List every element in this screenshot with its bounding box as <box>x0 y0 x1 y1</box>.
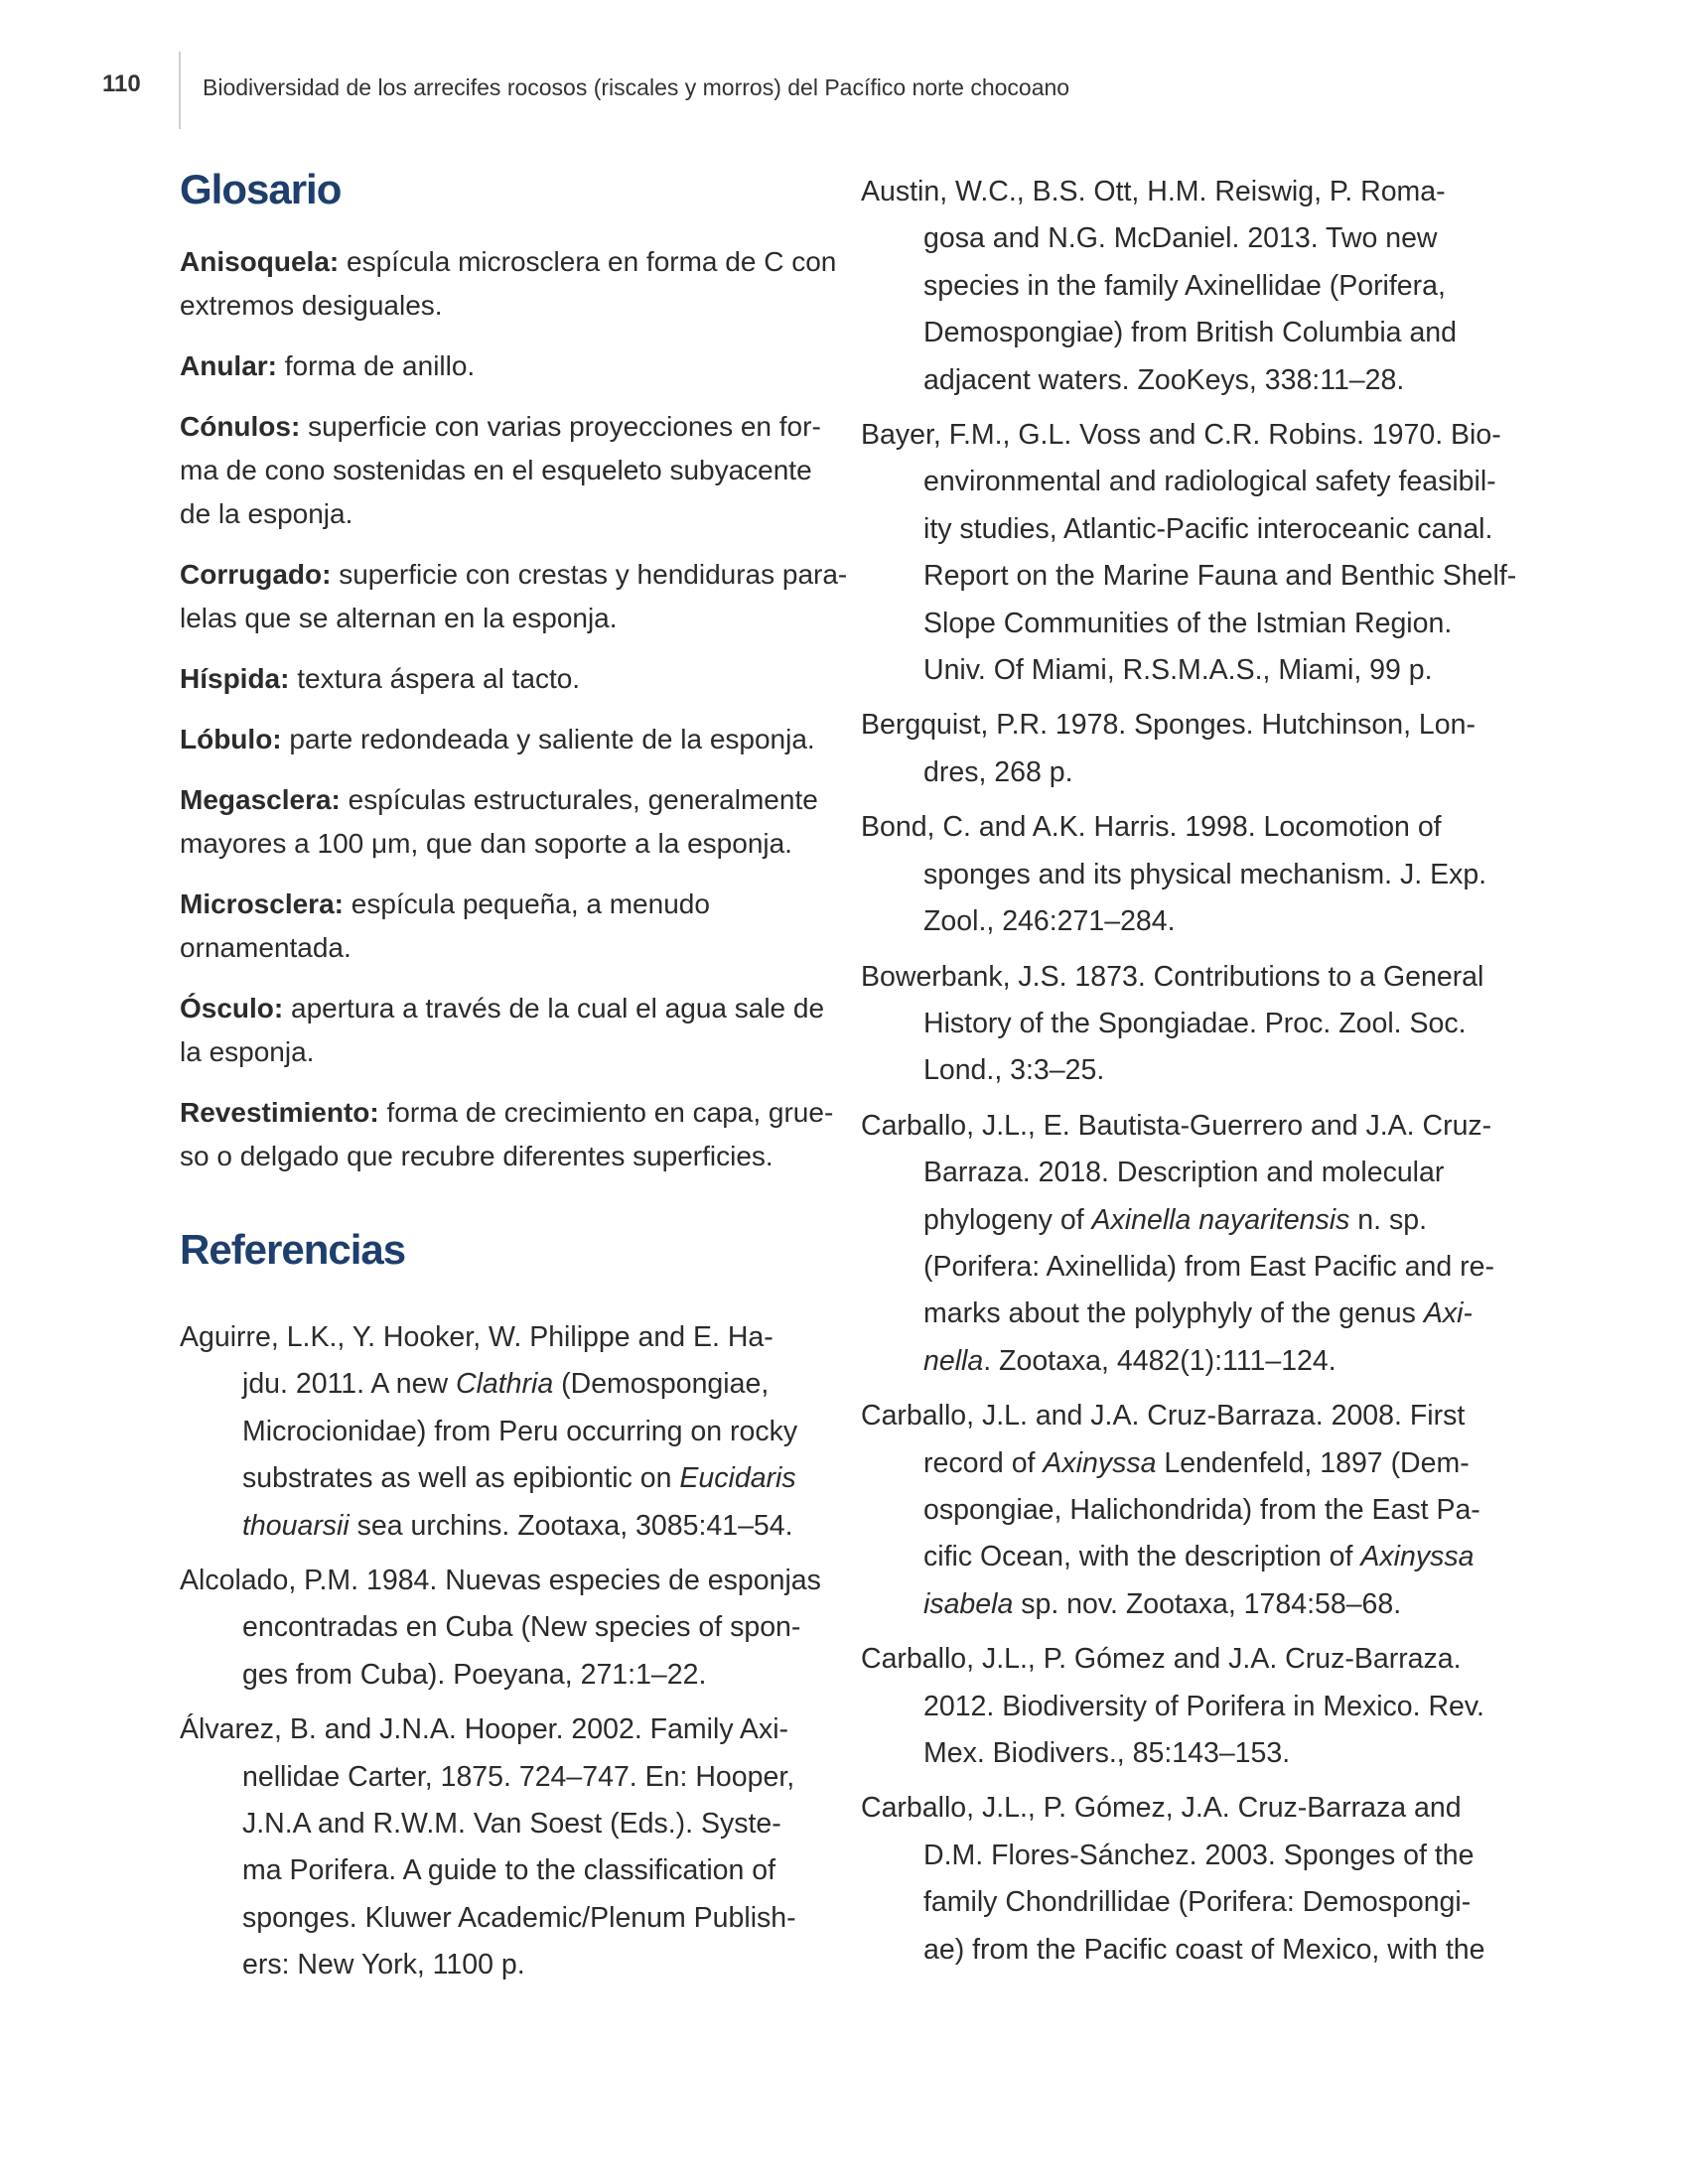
reference-line <box>861 1927 1504 1974</box>
glossary-entry <box>180 240 837 328</box>
reference-text: adjacent waters. ZooKeys, 338:11–28. <box>923 363 1405 396</box>
glossary-definition: espícula microsclera en forma de C con <box>339 246 837 277</box>
glossary-entry <box>180 718 823 761</box>
reference-text: Carballo, J.L. and J.A. Cruz-Barraza. 2008. First <box>861 1400 1466 1433</box>
reference-text: Bayer, F.M., G.L. Voss and C.R. Robins. 1970. Bio- <box>861 419 1501 452</box>
reference-line <box>180 1801 823 1847</box>
reference-text: Aguirre, L.K., Y. Hooker, W. Philippe and E. Ha- <box>180 1321 774 1353</box>
reference-text: jdu. 2011. A new <box>242 1368 456 1401</box>
glossary-entry <box>180 883 823 970</box>
reference-line <box>180 1409 823 1455</box>
glossary-entry <box>180 987 823 1074</box>
reference-line <box>180 1558 823 1604</box>
references-list-right <box>861 169 1517 1974</box>
glossary-definition: espículas estructurales, generalmente <box>340 784 818 815</box>
reference-text: Alcolado, P.M. 1984. Nuevas especies de esponjas <box>180 1565 821 1597</box>
reference-line <box>180 1706 823 1753</box>
glossary-definition: lelas que se alternan en la esponja. <box>180 603 618 633</box>
italic-taxon: isabela <box>923 1587 1014 1620</box>
italic-taxon: thouarsii <box>242 1509 350 1542</box>
reference-text: ospongiae, Halichondrida) from the East Pa- <box>923 1493 1480 1526</box>
reference-line <box>861 1581 1504 1628</box>
italic-taxon: Axinella nayaritensis <box>1091 1203 1350 1236</box>
reference-entry <box>180 1558 823 1699</box>
reference-line <box>861 1879 1504 1926</box>
reference-line <box>180 1503 823 1550</box>
reference-line <box>861 1487 1504 1534</box>
reference-text: 2012. Biodiversity of Porifera in Mexico. Rev. <box>923 1690 1484 1722</box>
glossary-definition: parte redondeada y saliente de la esponja. <box>281 724 815 754</box>
reference-text: (Demospongiae, <box>553 1368 770 1401</box>
glossary-term: Ósculo: <box>180 993 284 1024</box>
reference-line <box>861 357 1504 404</box>
glossary-definition: superficie con varias proyecciones en for- <box>300 411 821 442</box>
reference-line <box>861 852 1504 898</box>
reference-line <box>861 601 1504 647</box>
glossary-term: Revestimiento: <box>180 1097 379 1128</box>
reference-text: Austin, W.C., B.S. Ott, H.M. Reiswig, P. Roma- <box>861 176 1446 207</box>
reference-line <box>861 647 1504 694</box>
italic-taxon: Axi- <box>1423 1297 1473 1330</box>
reference-entry <box>861 169 1504 404</box>
reference-text: Lendenfeld, 1897 (Dem- <box>1156 1446 1470 1479</box>
italic-taxon: Eucidaris <box>679 1462 796 1495</box>
reference-text: encontradas en Cuba (New species of spon- <box>242 1611 801 1644</box>
reference-text: gosa and N.G. McDaniel. 2013. Two new <box>923 222 1438 255</box>
glossary-term: Megasclera: <box>180 784 341 815</box>
glossary-definition: forma de anillo. <box>277 350 476 381</box>
reference-line <box>861 1338 1504 1385</box>
reference-line <box>861 1001 1504 1047</box>
reference-line <box>180 1604 823 1651</box>
reference-line <box>861 459 1504 505</box>
glossary-term: Lóbulo: <box>180 724 282 754</box>
reference-text: Carballo, J.L., P. Gómez, J.A. Cruz-Barraza and <box>861 1792 1462 1825</box>
reference-text: sp. nov. Zootaxa, 1784:58–68. <box>1013 1587 1402 1620</box>
reference-line <box>180 1847 823 1894</box>
reference-line <box>861 506 1504 553</box>
reference-text: nellidae Carter, 1875. 724–747. En: Hooper, <box>242 1760 795 1793</box>
reference-line <box>861 169 1504 215</box>
reference-line <box>861 553 1517 600</box>
glossary-definition: ornamentada. <box>180 932 352 963</box>
reference-entry <box>180 1314 823 1550</box>
reference-line <box>861 954 1504 1001</box>
glossary-term: Microsclera: <box>180 888 344 919</box>
glossary-entry <box>180 778 823 866</box>
reference-text: ma Porifera. A guide to the classification of <box>242 1854 776 1887</box>
glossary-entry <box>180 553 848 640</box>
reference-line <box>861 1047 1504 1094</box>
reference-line <box>180 1895 823 1942</box>
reference-text: species in the family Axinellidae (Porifera, <box>923 269 1446 302</box>
reference-text: Bond, C. and A.K. Harris. 1998. Locomotion of <box>861 811 1442 844</box>
reference-text: History of the Spongiadae. Proc. Zool. Soc. <box>923 1007 1467 1039</box>
reference-entry <box>861 1785 1504 1974</box>
reference-line <box>861 1150 1504 1196</box>
reference-line <box>180 1361 823 1408</box>
glossary-definition: apertura a través de la cual el agua sale de <box>283 993 825 1024</box>
glossary-entry <box>180 405 823 536</box>
reference-line <box>180 1942 823 1988</box>
reference-text: . Zootaxa, 4482(1):111–124. <box>983 1344 1336 1377</box>
reference-line <box>861 263 1504 310</box>
reference-text: phylogeny of <box>923 1203 1092 1236</box>
reference-text: Barraza. 2018. Description and molecular <box>923 1157 1445 1189</box>
glossary-term: Híspida: <box>180 663 290 694</box>
reference-text: ae) from the Pacific coast of Mexico, with the <box>923 1933 1485 1966</box>
glossary-entry <box>180 344 823 388</box>
reference-text: Bergquist, P.R. 1978. Sponges. Hutchinson, Lon- <box>861 709 1476 742</box>
reference-line <box>861 1440 1504 1487</box>
reference-text: ers: New York, 1100 p. <box>242 1949 525 1981</box>
reference-entry <box>861 1103 1504 1385</box>
reference-line <box>180 1754 823 1801</box>
reference-line <box>180 1455 823 1502</box>
glossary-definition: la esponja. <box>180 1036 315 1067</box>
reference-line <box>180 1314 823 1361</box>
reference-text: marks about the polyphyly of the genus <box>923 1297 1424 1330</box>
reference-line <box>861 215 1504 262</box>
reference-text: Slope Communities of the Istmian Region. <box>923 607 1453 639</box>
reference-line <box>861 702 1504 749</box>
reference-text: Microcionidae) from Peru occurring on rocky <box>242 1415 798 1447</box>
reference-text: Carballo, J.L., P. Gómez and J.A. Cruz-Barraza. <box>861 1643 1462 1676</box>
reference-text: sponges. Kluwer Academic/Plenum Publish- <box>242 1901 796 1934</box>
reference-text: Carballo, J.L., E. Bautista-Guerrero and J.A. Cruz- <box>861 1109 1492 1142</box>
italic-taxon: Axinyssa <box>1043 1446 1157 1479</box>
italic-taxon: Clathria <box>455 1368 554 1401</box>
glossary-definition: forma de crecimiento en capa, grue- <box>378 1097 834 1128</box>
reference-text: substrates as well as epibiontic on <box>242 1462 680 1495</box>
reference-text: ity studies, Atlantic-Pacific interoceanic canal. <box>923 512 1493 545</box>
reference-line <box>861 1103 1504 1150</box>
reference-text: Univ. Of Miami, R.S.M.A.S., Miami, 99 p. <box>923 654 1433 687</box>
reference-text: Lond., 3:3–25. <box>923 1054 1105 1087</box>
glossary-definition: extremos desiguales. <box>180 290 443 321</box>
page-number: 110 <box>102 70 141 97</box>
reference-line <box>861 1534 1504 1580</box>
reference-text: dres, 268 p. <box>923 755 1073 788</box>
reference-text: Zool., 246:271–284. <box>923 905 1176 938</box>
reference-text: record of <box>923 1446 1044 1479</box>
glossary-term: Corrugado: <box>180 559 332 590</box>
reference-text: Demospongiae) from British Columbia and <box>923 317 1457 349</box>
italic-taxon: Axinyssa <box>1360 1541 1475 1573</box>
reference-line <box>180 1652 823 1699</box>
glossary-definition: superficie con crestas y hendiduras para- <box>331 559 848 590</box>
reference-line <box>861 310 1504 356</box>
glossary-entry <box>180 1091 834 1178</box>
glossary-term: Cónulos: <box>180 411 301 442</box>
running-title: Biodiversidad de los arrecifes rocosos (riscales y morros) del Pacífico norte chocoano <box>203 74 1070 100</box>
reference-entry <box>861 954 1504 1095</box>
reference-text: Bowerbank, J.S. 1873. Contributions to a General <box>861 960 1484 993</box>
references-title: Referencias <box>180 1226 406 1273</box>
reference-line <box>861 1785 1504 1832</box>
reference-text: D.M. Flores-Sánchez. 2003. Sponges of the <box>923 1839 1475 1871</box>
reference-line <box>861 804 1504 851</box>
reference-entry <box>861 1636 1504 1777</box>
reference-text: Report on the Marine Fauna and Benthic Shelf- <box>923 560 1517 593</box>
glossary-entry <box>180 657 823 701</box>
glossary-term: Anular: <box>180 350 277 381</box>
reference-line <box>861 1636 1504 1683</box>
reference-line <box>861 1684 1504 1730</box>
reference-text: cific Ocean, with the description of <box>923 1541 1361 1573</box>
reference-text: Álvarez, B. and J.N.A. Hooper. 2002. Family Axi- <box>180 1713 789 1746</box>
reference-line <box>861 1197 1504 1244</box>
glossary-definition: so o delgado que recubre diferentes superficies. <box>180 1141 774 1171</box>
reference-text: sponges and its physical mechanism. J. Exp. <box>923 858 1487 890</box>
reference-text: environmental and radiological safety feasibil- <box>923 466 1496 498</box>
reference-text: family Chondrillidae (Porifera: Demospongi- <box>923 1886 1472 1919</box>
reference-line <box>861 1393 1504 1439</box>
glossary-term: Anisoquela: <box>180 246 340 277</box>
glossary-definition: textura áspera al tacto. <box>289 663 581 694</box>
header-divider <box>179 52 181 129</box>
references-list-left <box>180 1314 823 1989</box>
glossary-definition: mayores a 100 μm, que dan soporte a la esponja. <box>180 828 792 859</box>
reference-entry <box>180 1706 823 1988</box>
glossary-definition: de la esponja. <box>180 498 353 529</box>
glossary-definition: ma de cono sostenidas en el esqueleto subyacente <box>180 455 812 485</box>
italic-taxon: nella <box>923 1344 984 1377</box>
reference-entry <box>861 804 1504 945</box>
reference-text: (Porifera: Axinellida) from East Pacific and re- <box>923 1250 1494 1283</box>
reference-line <box>861 750 1504 796</box>
reference-line <box>861 1833 1504 1879</box>
reference-entry <box>861 412 1517 694</box>
glossary-title: Glosario <box>180 166 342 212</box>
glossary-definition: espícula pequeña, a menudo <box>343 888 710 919</box>
reference-line <box>861 1730 1504 1777</box>
reference-line <box>861 1244 1504 1291</box>
reference-text: n. sp. <box>1349 1203 1427 1236</box>
reference-line <box>861 898 1504 945</box>
glossary-list <box>180 240 848 1178</box>
reference-entry <box>861 702 1504 796</box>
reference-text: sea urchins. Zootaxa, 3085:41–54. <box>349 1509 793 1542</box>
reference-line <box>861 412 1504 459</box>
reference-text: ges from Cuba). Poeyana, 271:1–22. <box>242 1658 707 1691</box>
left-column <box>180 166 848 1981</box>
reference-text: Mex. Biodivers., 85:143–153. <box>923 1737 1291 1769</box>
reference-text: J.N.A and R.W.M. Van Soest (Eds.). Syste- <box>242 1808 781 1841</box>
reference-entry <box>861 1393 1504 1628</box>
reference-line <box>861 1291 1504 1337</box>
